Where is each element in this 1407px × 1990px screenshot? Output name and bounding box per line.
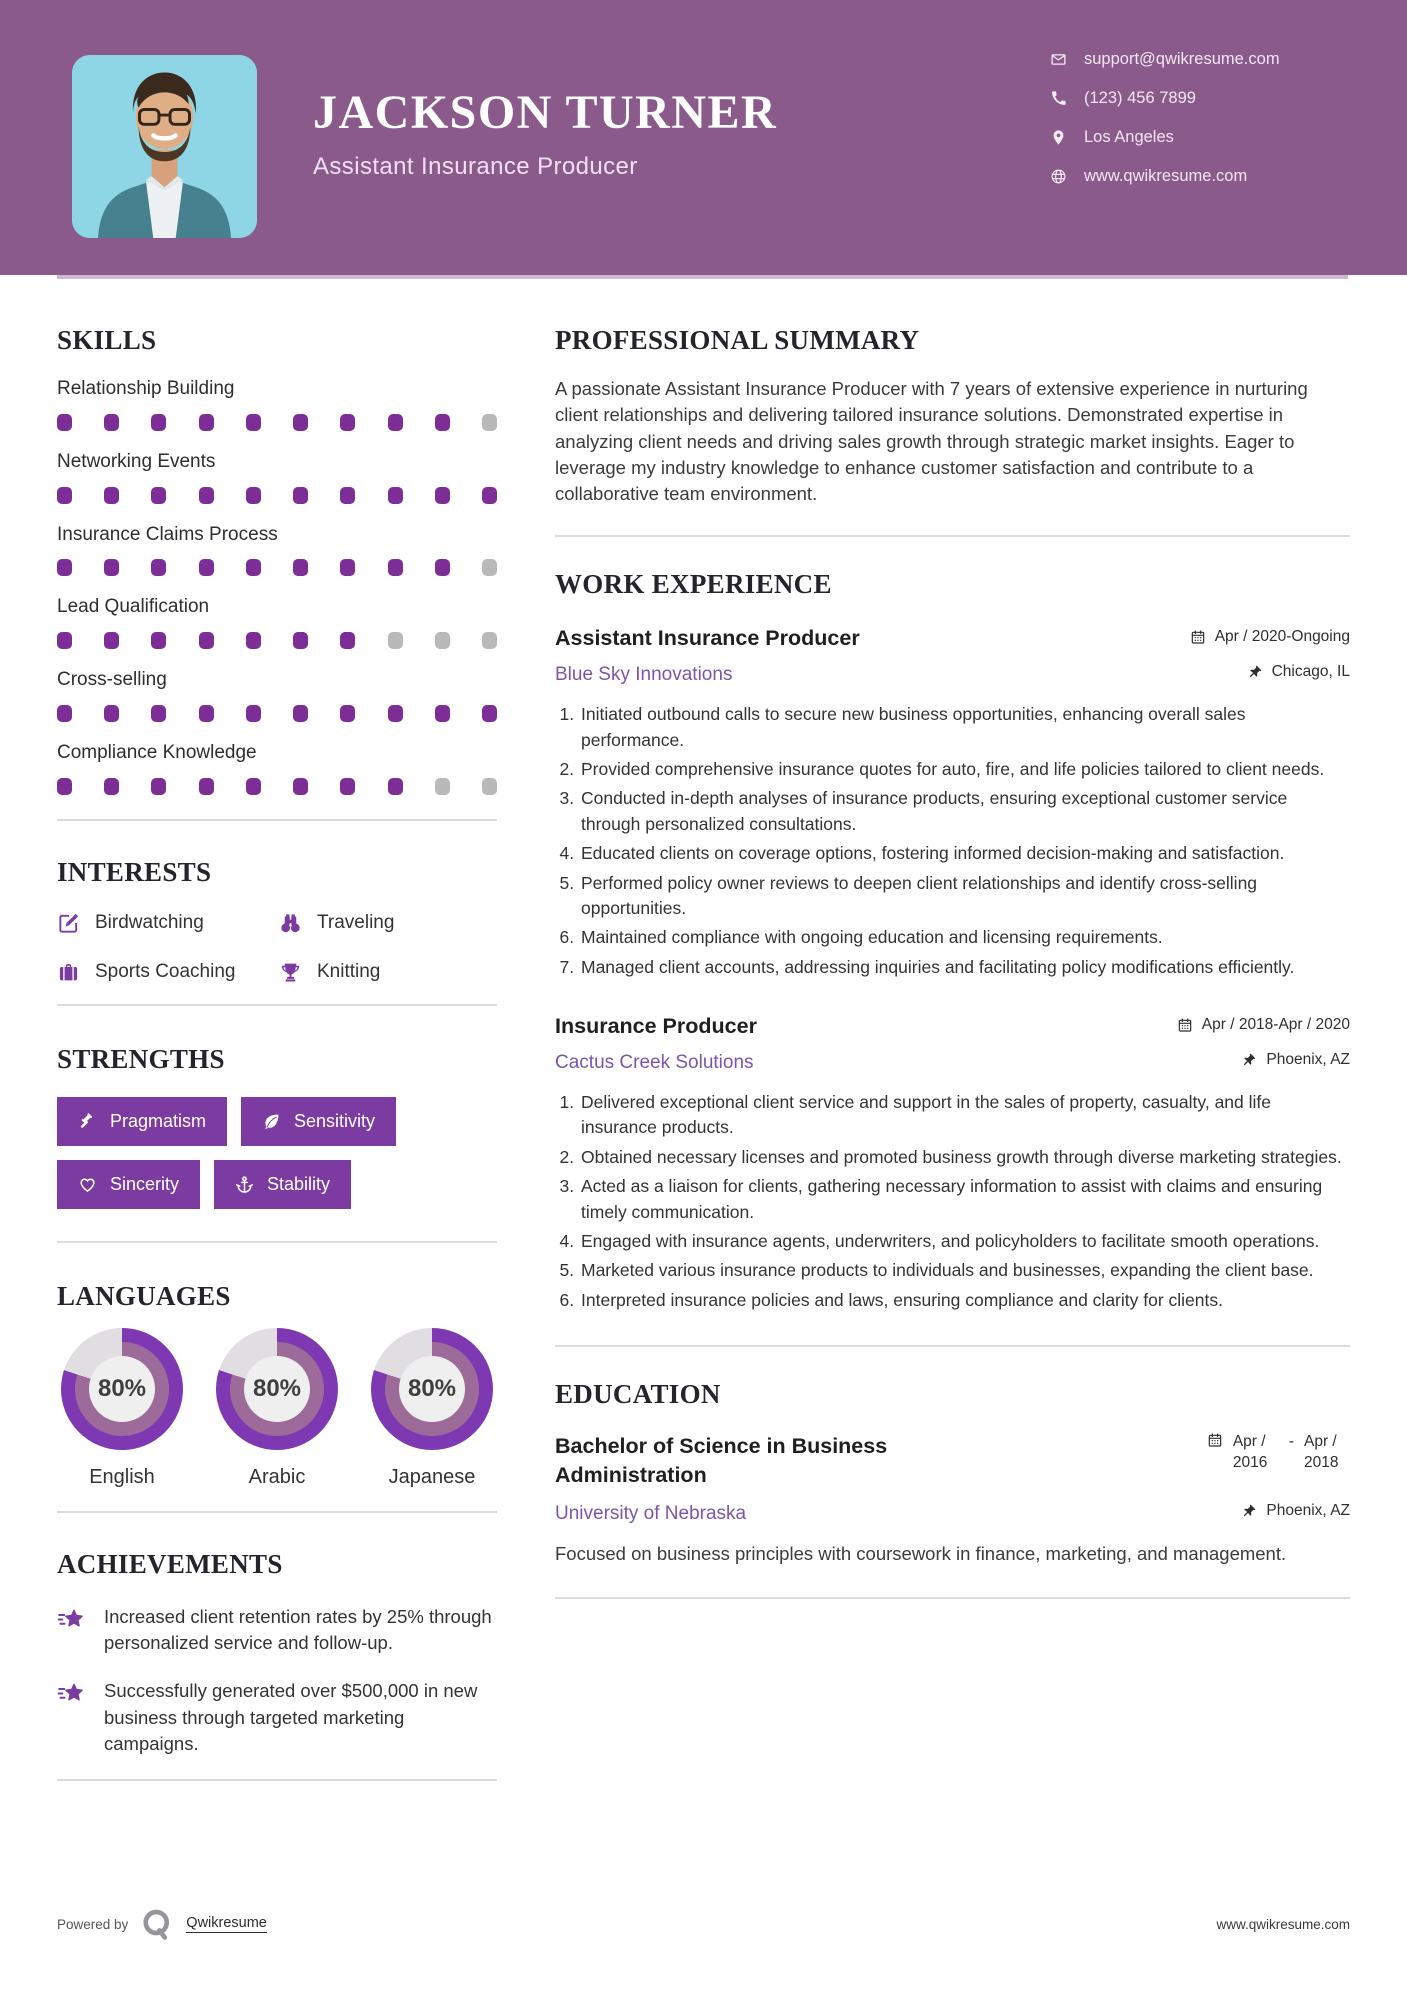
interest-item <box>279 961 497 984</box>
skill-dot <box>151 559 166 576</box>
job-bullet: 1. Delivered exceptional client service and support in the sales of property, casualty, and life insurance products. <box>579 1090 1350 1141</box>
skill-label: Lead Qualification <box>57 596 210 618</box>
job-bullets <box>555 702 1350 980</box>
experience-heading: WORK EXPERIENCE <box>555 569 832 600</box>
skill-rating <box>57 559 497 576</box>
strength-label: Sensitivity <box>294 1110 376 1131</box>
profile-photo <box>72 55 257 238</box>
person-job-title: Assistant Insurance Producer <box>313 153 638 181</box>
interest-label: Knitting <box>317 961 381 983</box>
calendar-icon <box>1207 1432 1223 1448</box>
contact-text: www.qwikresume.com <box>1084 167 1248 185</box>
education-start-date: Apr / 2016 <box>1232 1433 1268 1472</box>
skill-dot <box>388 414 403 431</box>
skill-dot <box>57 559 72 576</box>
skill-dot <box>435 705 450 722</box>
job-bullet: 4. Educated clients on coverage options, fostering informed decision-making and satisfaction. <box>579 841 1350 866</box>
job-bullet: 6. Maintained compliance with ongoing education and licensing requirements. <box>579 925 1350 950</box>
interest-item <box>57 961 279 984</box>
contact-text: (123) 456 7899 <box>1084 89 1196 107</box>
skill-dot <box>340 778 355 795</box>
job-location <box>1241 1051 1350 1069</box>
job-dates-text: Apr / 2018-Apr / 2020 <box>1201 1016 1350 1034</box>
job-dates <box>1190 628 1350 646</box>
skill-dot <box>104 705 119 722</box>
leaf-icon <box>262 1112 281 1131</box>
job-entry <box>555 1012 1350 1313</box>
gavel-icon <box>78 1112 97 1131</box>
company-link[interactable]: Blue Sky Innovations <box>555 664 733 686</box>
skill-dot <box>482 705 497 722</box>
divider <box>555 535 1350 537</box>
experience-section <box>555 571 1350 1313</box>
interests-list <box>57 912 497 984</box>
summary-section <box>555 327 1350 507</box>
qwikresume-logo-icon <box>139 1906 175 1942</box>
skill-dot <box>246 559 261 576</box>
skill-row <box>57 669 497 722</box>
contact-item[interactable] <box>1050 50 1350 69</box>
achievements-list <box>57 1604 497 1757</box>
strength-badge <box>241 1097 396 1146</box>
skill-dot <box>151 632 166 649</box>
skill-dot <box>388 559 403 576</box>
skill-dot <box>151 778 166 795</box>
interest-item <box>57 912 279 935</box>
anchor-icon <box>235 1175 254 1194</box>
education-date-separator: - <box>1288 1433 1294 1451</box>
skill-label: Insurance Claims Process <box>57 523 278 545</box>
skill-dot <box>482 487 497 504</box>
heart-icon <box>78 1175 97 1194</box>
skill-dot <box>57 487 72 504</box>
divider <box>57 1241 497 1243</box>
pushpin-icon <box>1241 1503 1257 1519</box>
job-title: Insurance Producer <box>555 1014 757 1039</box>
strength-label: Stability <box>267 1173 331 1194</box>
powered-by <box>57 1906 267 1942</box>
skill-dot <box>482 414 497 431</box>
shooting-star-icon <box>57 1606 87 1636</box>
skill-dot <box>388 705 403 722</box>
strengths-section <box>57 1043 497 1209</box>
divider <box>57 1511 497 1513</box>
job-location <box>1247 663 1350 681</box>
qwikresume-link[interactable]: Qwikresume <box>186 1915 267 1931</box>
summary-text: A passionate Assistant Insurance Producer with 7 years of extensive experience in nurturing client relationships and delivering tailored insurance solutions. Demonstrated expertise in analyzing client needs and driving sales growth through strategic market insights. Eager to leverage my industry knowledge to enhance customer satisfaction and contribute to a collaborative team environment. <box>555 378 1308 505</box>
skill-dot <box>199 487 214 504</box>
contact-item[interactable] <box>1050 89 1350 108</box>
language-percent: 80% <box>244 1356 310 1422</box>
skill-dot <box>293 487 308 504</box>
skill-dot <box>104 778 119 795</box>
skill-dot <box>104 487 119 504</box>
job-bullets <box>555 1090 1350 1313</box>
skills-list <box>57 378 497 795</box>
skill-dot <box>388 778 403 795</box>
skill-dot <box>482 632 497 649</box>
skill-dot <box>104 414 119 431</box>
job-bullet: 7. Managed client accounts, addressing inquiries and facilitating policy modifications efficiently. <box>579 955 1350 980</box>
briefcase-icon <box>57 961 80 984</box>
main-content <box>0 279 1407 1781</box>
divider <box>555 1597 1350 1599</box>
skill-rating <box>57 778 497 795</box>
phone-icon <box>1050 90 1067 107</box>
job-bullet: 3. Conducted in-depth analyses of insurance products, ensuring exceptional customer service through personalized consultations. <box>579 786 1350 837</box>
skill-dot <box>340 705 355 722</box>
achievement-item <box>57 1604 497 1657</box>
job-location-text: Chicago, IL <box>1271 663 1350 681</box>
footer-website[interactable]: www.qwikresume.com <box>1216 1916 1350 1932</box>
skill-dot <box>293 778 308 795</box>
jobs-list <box>555 624 1350 1313</box>
pushpin-icon <box>1247 664 1263 680</box>
skill-label: Networking Events <box>57 450 216 472</box>
language-label: Japanese <box>388 1465 476 1488</box>
interests-heading: INTERESTS <box>57 856 212 887</box>
skill-dot <box>246 414 261 431</box>
achievements-heading: ACHIEVEMENTS <box>57 1548 283 1579</box>
strength-label: Sincerity <box>110 1173 180 1194</box>
languages-section <box>57 1280 497 1489</box>
language-donut <box>371 1328 493 1450</box>
skill-dot <box>57 705 72 722</box>
summary-heading: PROFESSIONAL SUMMARY <box>555 325 920 355</box>
language-percent: 80% <box>399 1356 465 1422</box>
contact-text: support@qwikresume.com <box>1084 50 1280 68</box>
skill-rating <box>57 414 497 431</box>
skill-dot <box>435 487 450 504</box>
skill-dot <box>293 705 308 722</box>
calendar-icon <box>1190 629 1206 645</box>
interests-section <box>57 856 497 984</box>
job-bullet: 5. Performed policy owner reviews to deepen client relationships and identify cross-selling opportunities. <box>579 871 1350 922</box>
job-bullet: 4. Engaged with insurance agents, underwriters, and policyholders to facilitate smooth operations. <box>579 1229 1350 1254</box>
calendar-icon <box>1177 1017 1193 1033</box>
edit-icon <box>57 912 80 935</box>
education-location-text: Phoenix, AZ <box>1266 1502 1350 1520</box>
achievements-section <box>57 1548 497 1757</box>
strength-badge <box>57 1160 200 1209</box>
skill-dot <box>293 632 308 649</box>
degree-title: Bachelor of Science in Business Administration <box>555 1434 888 1488</box>
skill-dot <box>199 778 214 795</box>
job-bullet: 2. Obtained necessary licenses and promoted business growth through diverse marketing strategies. <box>579 1145 1350 1170</box>
job-entry <box>555 624 1350 980</box>
achievement-text: Successfully generated over $500,000 in new business through targeted marketing campaigns. <box>104 1680 478 1754</box>
skill-dot <box>199 559 214 576</box>
divider <box>555 1345 1350 1347</box>
language-label: Arabic <box>248 1465 306 1488</box>
skill-dot <box>482 778 497 795</box>
language-item <box>367 1328 497 1489</box>
education-heading: EDUCATION <box>555 1379 721 1410</box>
skill-dot <box>57 414 72 431</box>
achievement-item <box>57 1678 497 1757</box>
shooting-star-icon <box>57 1680 87 1710</box>
language-donut <box>61 1328 183 1450</box>
skill-dot <box>246 632 261 649</box>
interest-label: Sports Coaching <box>95 961 236 983</box>
skill-dot <box>340 487 355 504</box>
contact-item[interactable] <box>1050 167 1350 186</box>
mail-icon <box>1050 51 1067 68</box>
skill-row <box>57 451 497 504</box>
skill-dot <box>104 559 119 576</box>
language-percent: 80% <box>89 1356 155 1422</box>
job-location-text: Phoenix, AZ <box>1266 1051 1350 1069</box>
skill-row <box>57 378 497 431</box>
contact-item[interactable] <box>1050 128 1350 147</box>
company-link[interactable]: Cactus Creek Solutions <box>555 1052 754 1074</box>
skill-dot <box>151 705 166 722</box>
skill-dot <box>151 414 166 431</box>
languages-list <box>57 1328 497 1489</box>
skill-dot <box>199 414 214 431</box>
job-bullet: 1. Initiated outbound calls to secure new business opportunities, enhancing overall sales performance. <box>579 702 1350 753</box>
location-icon <box>1050 129 1067 146</box>
skills-heading: SKILLS <box>57 325 157 355</box>
skill-label: Relationship Building <box>57 378 235 399</box>
skill-dot <box>57 632 72 649</box>
skill-rating <box>57 705 497 722</box>
sidebar <box>57 279 497 1781</box>
job-bullet: 5. Marketed various insurance products to individuals and businesses, expanding the client base. <box>579 1258 1350 1283</box>
divider <box>57 1779 497 1781</box>
divider <box>57 819 497 821</box>
skill-dot <box>388 632 403 649</box>
skill-dot <box>388 487 403 504</box>
skill-dot <box>57 778 72 795</box>
skill-dot <box>340 632 355 649</box>
education-end-date: Apr / 2018 <box>1304 1433 1339 1472</box>
job-bullet: 6. Interpreted insurance policies and laws, ensuring compliance and clarity for clients. <box>579 1288 1350 1313</box>
skill-dot <box>151 487 166 504</box>
binoculars-icon <box>279 912 302 935</box>
trophy-icon <box>279 961 302 984</box>
skill-row <box>57 596 497 649</box>
skill-label: Compliance Knowledge <box>57 741 257 763</box>
skills-section <box>57 327 497 795</box>
language-item <box>57 1328 187 1489</box>
skill-dot <box>435 414 450 431</box>
language-donut <box>216 1328 338 1450</box>
strength-badge <box>214 1160 351 1209</box>
job-dates <box>1177 1016 1350 1034</box>
globe-icon <box>1050 168 1067 185</box>
skill-dot <box>340 559 355 576</box>
interest-item <box>279 912 497 935</box>
main-column <box>555 279 1350 1781</box>
contact-text: Los Angeles <box>1084 128 1174 146</box>
footer <box>57 1906 1350 1942</box>
skill-rating <box>57 487 497 504</box>
job-bullet: 2. Provided comprehensive insurance quotes for auto, fire, and life policies tailored to client needs. <box>579 757 1350 782</box>
achievement-text: Increased client retention rates by 25% through personalized service and follow-up. <box>104 1605 492 1654</box>
skill-dot <box>435 559 450 576</box>
job-dates-text: Apr / 2020-Ongoing <box>1214 628 1350 646</box>
strength-label: Pragmatism <box>110 1110 207 1131</box>
skill-dot <box>246 778 261 795</box>
job-bullet: 3. Acted as a liaison for clients, gathering necessary information to assist with claims and ensuring timely communication. <box>579 1174 1350 1225</box>
school-link[interactable]: University of Nebraska <box>555 1503 747 1525</box>
identity-block <box>313 88 777 181</box>
skill-dot <box>340 414 355 431</box>
strengths-heading: STRENGTHS <box>57 1043 225 1074</box>
job-title: Assistant Insurance Producer <box>555 626 860 651</box>
language-label: English <box>89 1465 155 1488</box>
skill-dot <box>293 559 308 576</box>
skill-dot <box>482 559 497 576</box>
language-item <box>212 1328 342 1489</box>
education-description: Focused on business principles with coursework in finance, marketing, and management. <box>555 1543 1287 1565</box>
strength-badge <box>57 1097 227 1146</box>
person-name: JACKSON TURNER <box>313 86 778 139</box>
interest-label: Birdwatching <box>95 912 204 934</box>
powered-by-text: Powered by <box>57 1916 129 1932</box>
education-dates <box>1207 1432 1350 1474</box>
contact-list <box>1050 50 1350 186</box>
skill-row <box>57 524 497 577</box>
skill-dot <box>199 632 214 649</box>
skill-dot <box>435 632 450 649</box>
pushpin-icon <box>1241 1052 1257 1068</box>
skill-dot <box>104 632 119 649</box>
interest-label: Traveling <box>317 912 395 934</box>
education-location <box>1241 1502 1350 1520</box>
skill-dot <box>246 705 261 722</box>
skill-dot <box>246 487 261 504</box>
header <box>0 0 1407 275</box>
divider <box>57 1004 497 1006</box>
skill-dot <box>293 414 308 431</box>
strengths-list <box>57 1097 477 1209</box>
skill-label: Cross-selling <box>57 669 167 691</box>
skill-dot <box>435 778 450 795</box>
languages-heading: LANGUAGES <box>57 1280 231 1311</box>
skill-dot <box>199 705 214 722</box>
skill-row <box>57 742 497 795</box>
skill-rating <box>57 632 497 649</box>
education-section <box>555 1381 1350 1567</box>
